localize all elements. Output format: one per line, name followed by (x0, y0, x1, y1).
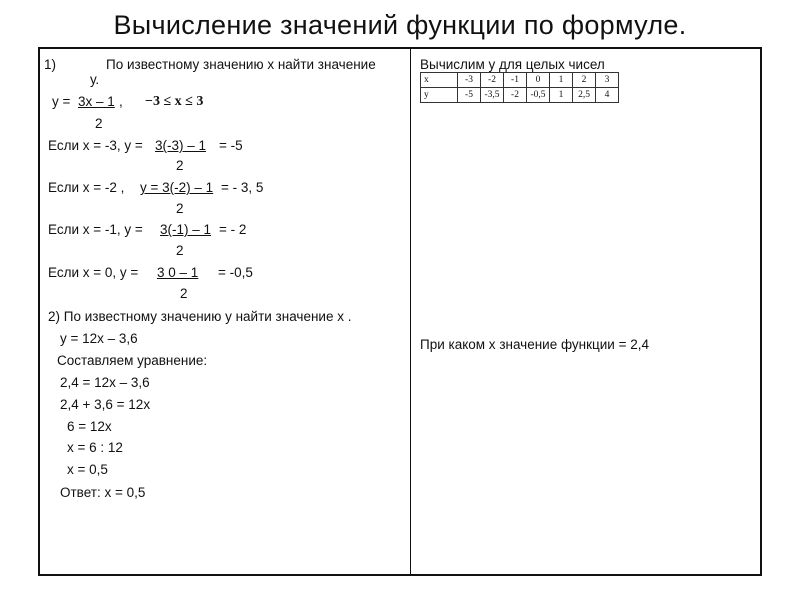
calc3-denominator: 2 (176, 243, 184, 258)
formula-comma: , (119, 94, 123, 109)
table-header-x: x (421, 73, 458, 88)
solve-step-5: х = 0,5 (67, 462, 108, 477)
table-cell-y: 2,5 (573, 88, 596, 103)
calc2-result: = - 3, 5 (221, 180, 264, 195)
table-cell-y: -2 (504, 88, 527, 103)
table-row-x (421, 73, 619, 88)
domain-constraint: −3 ≤ x ≤ 3 (145, 94, 204, 109)
formula-denominator: 2 (95, 116, 103, 131)
calc3-result: = - 2 (219, 222, 247, 237)
table-cell-y: -3,5 (481, 88, 504, 103)
table-cell-x: 0 (527, 73, 550, 88)
equation-y: у = 12х – 3,6 (60, 331, 138, 346)
solve-step-4: х = 6 : 12 (67, 440, 123, 455)
solve-step-3: 6 = 12х (67, 419, 112, 434)
calc4-numerator: 3 0 – 1 (157, 265, 199, 280)
right-question: При каком х значение функции = 2,4 (420, 337, 649, 352)
solve-step-2: 2,4 + 3,6 = 12х (60, 397, 151, 412)
table-cell-x: -2 (481, 73, 504, 88)
table-cell-y: -0,5 (527, 88, 550, 103)
table-cell-x: -1 (504, 73, 527, 88)
formula-numerator: 3х – 1 (78, 94, 115, 109)
item1-text: По известному значению х найти значение (106, 57, 376, 72)
calc2-denominator: 2 (176, 201, 184, 216)
column-divider (410, 47, 411, 576)
calc1-prefix: Если х = -3, у = (48, 138, 143, 153)
right-heading: Вычислим у для целых чисел (420, 57, 605, 72)
table-cell-x: 2 (573, 73, 596, 88)
table-cell-y: -5 (458, 88, 481, 103)
calc4-result: = -0,5 (218, 265, 253, 280)
table-row-y (421, 88, 619, 103)
table-header-y: y (421, 88, 458, 103)
calc3-prefix: Если х = -1, у = (48, 222, 143, 237)
calc1-numerator: 3(-3) – 1 (155, 138, 207, 153)
calc1-result: = -5 (219, 138, 243, 153)
calc4-denominator: 2 (180, 286, 188, 301)
table-cell-y: 4 (596, 88, 619, 103)
table-cell-x: -3 (458, 73, 481, 88)
values-table (420, 72, 619, 103)
formula-y-label: у = (52, 94, 71, 109)
page-title: Вычисление значений функции по формуле. (113, 10, 687, 40)
calc1-denominator: 2 (176, 158, 184, 173)
table-cell-x: 3 (596, 73, 619, 88)
compose-equation: Составляем уравнение: (57, 353, 208, 368)
item1-number: 1) (44, 57, 57, 72)
calc2-numerator: у = 3(-2) – 1 (140, 180, 214, 195)
calc3-numerator: 3(-1) – 1 (160, 222, 212, 237)
calc2-prefix: Если х = -2 , (48, 180, 125, 195)
table-cell-x: 1 (550, 73, 573, 88)
solve-step-1: 2,4 = 12х – 3,6 (60, 375, 150, 390)
item1-text-cont: у. (90, 72, 100, 87)
answer: Ответ: х = 0,5 (60, 485, 146, 500)
table-cell-y: 1 (550, 88, 573, 103)
calc4-prefix: Если х = 0, у = (48, 265, 139, 280)
item2-text: 2) По известному значению у найти значение х . (48, 309, 352, 324)
